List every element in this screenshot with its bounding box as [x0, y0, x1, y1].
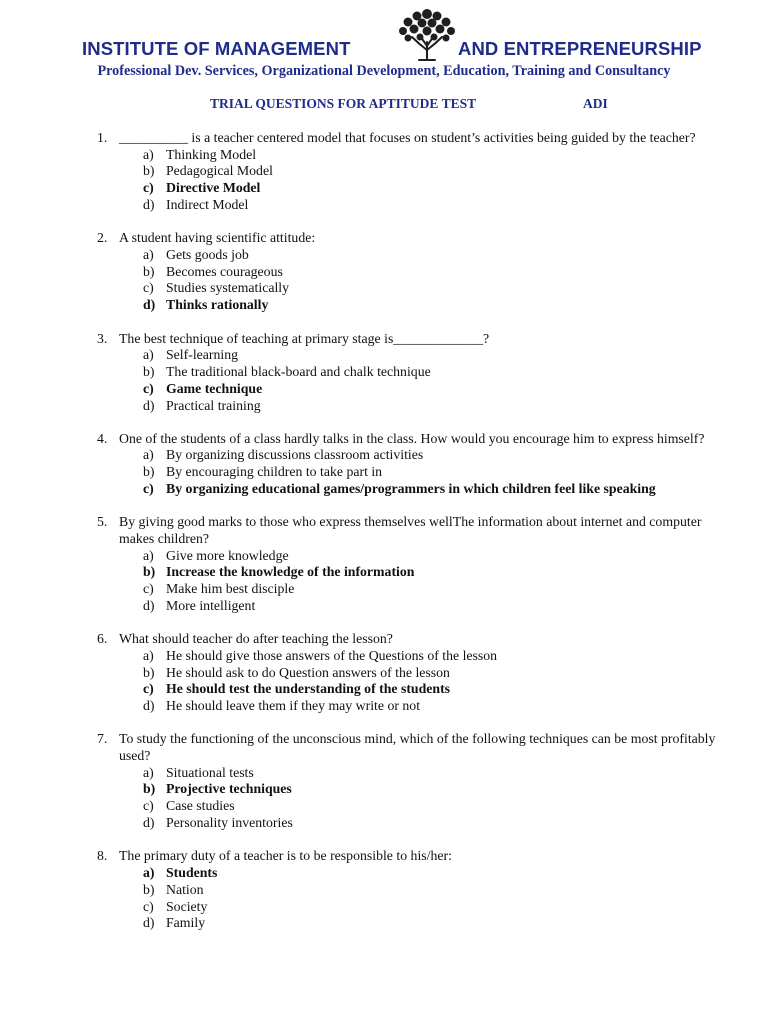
page-title: TRIAL QUESTIONS FOR APTITUDE TEST: [210, 96, 477, 111]
option-letter: b): [143, 781, 156, 797]
option-text: Increase the knowledge of the information: [166, 564, 415, 580]
answer-option: [143, 798, 768, 815]
option-letter: c): [143, 898, 154, 914]
answer-option: [143, 899, 768, 916]
option-letter: a): [143, 647, 154, 663]
option-text: Family: [166, 915, 206, 931]
option-letter: c): [143, 280, 154, 296]
answer-option-correct: [143, 781, 768, 798]
answer-option: [143, 280, 768, 297]
option-text: The traditional black-board and chalk technique: [166, 363, 431, 379]
option-text: Nation: [166, 881, 204, 897]
option-letter: b): [143, 664, 155, 680]
option-text: Students: [166, 864, 218, 880]
answer-option-correct: [143, 180, 768, 197]
option-text: He should give those answers of the Questions of the lesson: [166, 647, 498, 663]
option-letter: b): [143, 881, 155, 897]
option-letter: a): [143, 246, 154, 262]
answer-option: [143, 398, 768, 415]
answer-option-correct: [143, 481, 768, 498]
question-7: [0, 731, 768, 831]
answer-option: [143, 464, 768, 481]
institute-name-right: AND ENTREPRENEURSHIP: [458, 38, 702, 59]
option-text: Society: [166, 898, 208, 914]
question-number: 8.: [97, 848, 108, 864]
question-text: A student having scientific attitude:: [119, 230, 316, 246]
answer-option: [143, 648, 768, 665]
option-text: Practical training: [166, 397, 261, 413]
answer-option: [143, 665, 768, 682]
option-letter: b): [143, 363, 155, 379]
answer-option: [143, 247, 768, 264]
answer-option-correct: [143, 865, 768, 882]
question-text: The primary duty of a teacher is to be responsible to his/her:: [119, 848, 452, 864]
document-header: [0, 0, 768, 88]
option-letter: a): [143, 764, 154, 780]
option-letter: d): [143, 915, 155, 931]
question-5: [0, 514, 768, 614]
option-text: Give more knowledge: [166, 547, 289, 563]
option-letter: c): [143, 581, 154, 597]
option-text: Gets goods job: [166, 246, 249, 262]
answer-option: [143, 163, 768, 180]
option-text: He should ask to do Question answers of the lesson: [166, 664, 450, 680]
option-text: Directive Model: [166, 180, 261, 196]
option-text: By encouraging children to take part in: [166, 464, 383, 480]
question-number: 4.: [97, 430, 108, 446]
option-letter: c): [143, 681, 154, 697]
question-text: __________ is a teacher centered model that focuses on student’s activities being guided by the teacher?: [119, 130, 696, 145]
option-letter: a): [143, 447, 154, 463]
question-number: 6.: [97, 631, 108, 647]
option-letter: b): [143, 464, 155, 480]
answer-option: [143, 264, 768, 281]
option-letter: d): [143, 698, 155, 714]
option-text: He should leave them if they may write or not: [166, 698, 421, 714]
option-letter: a): [143, 864, 155, 880]
option-text: Case studies: [166, 798, 235, 814]
option-text: Studies systematically: [166, 280, 290, 296]
answer-option: [143, 581, 768, 598]
answer-option: [143, 765, 768, 782]
option-letter: c): [143, 180, 154, 196]
option-text: Projective techniques: [166, 781, 292, 797]
answer-option: [143, 915, 768, 932]
question-text: One of the students of a class hardly talks in the class. How would you encourage him to express himself?: [119, 430, 705, 446]
option-letter: d): [143, 815, 155, 831]
question-text: To study the functioning of the unconscious mind, which of the following techniques can be most profitably used?: [119, 731, 716, 764]
option-letter: d): [143, 196, 155, 212]
title-code: ADI: [583, 96, 608, 111]
option-text: He should test the understanding of the students: [166, 681, 451, 697]
answer-option-correct: [143, 297, 768, 314]
answer-option: [143, 598, 768, 615]
answer-option: [143, 197, 768, 214]
option-letter: c): [143, 798, 154, 814]
option-letter: d): [143, 397, 155, 413]
question-3: [0, 331, 768, 415]
option-text: By organizing educational games/programmers in which children feel like speaking: [166, 481, 656, 497]
option-text: Pedagogical Model: [166, 163, 273, 179]
question-number: 1.: [97, 130, 108, 145]
option-letter: d): [143, 597, 155, 613]
answer-option-correct: [143, 381, 768, 398]
option-text: Indirect Model: [166, 196, 249, 212]
option-letter: d): [143, 297, 156, 313]
option-letter: c): [143, 481, 154, 497]
question-1: [0, 130, 768, 214]
question-4: [0, 431, 768, 498]
option-text: Thinks rationally: [166, 297, 269, 313]
answer-option: [143, 147, 768, 164]
answer-option: [143, 364, 768, 381]
option-text: Game technique: [166, 380, 263, 396]
question-text: What should teacher do after teaching the lesson?: [119, 631, 393, 647]
institute-subtitle: Professional Dev. Services, Organizational Development, Education, Training and Consultancy: [97, 63, 671, 79]
answer-option: [143, 882, 768, 899]
question-number: 3.: [97, 330, 108, 346]
answer-option: [143, 548, 768, 565]
option-letter: a): [143, 547, 154, 563]
question-number: 2.: [97, 230, 108, 246]
option-text: Situational tests: [166, 764, 254, 780]
answer-option: [143, 347, 768, 364]
question-number: 5.: [97, 514, 108, 530]
option-letter: a): [143, 347, 154, 363]
answer-option: [143, 815, 768, 832]
question-2: [0, 230, 768, 314]
answer-option-correct: [143, 681, 768, 698]
option-text: Personality inventories: [166, 815, 293, 831]
question-6: [0, 631, 768, 715]
option-text: Becomes courageous: [166, 263, 283, 279]
option-text: More intelligent: [166, 597, 256, 613]
question-list: [0, 130, 768, 949]
question-8: [0, 848, 768, 932]
tree-icon: [395, 6, 459, 62]
question-number: 7.: [97, 731, 108, 747]
answer-option-correct: [143, 564, 768, 581]
option-letter: b): [143, 263, 155, 279]
option-text: Self-learning: [166, 347, 239, 363]
question-text: The best technique of teaching at primary stage is_____________?: [119, 330, 490, 346]
answer-option: [143, 698, 768, 715]
option-letter: b): [143, 564, 156, 580]
option-text: By organizing discussions classroom activities: [166, 447, 424, 463]
option-letter: a): [143, 146, 154, 162]
option-text: Thinking Model: [166, 146, 257, 162]
question-text: By giving good marks to those who express themselves wellThe information about internet and computer makes children?: [119, 514, 702, 546]
answer-option: [143, 447, 768, 464]
institute-name-left: INSTITUTE OF MANAGEMENT: [82, 38, 351, 59]
option-letter: c): [143, 380, 154, 396]
option-letter: b): [143, 163, 155, 179]
option-text: Make him best disciple: [166, 581, 295, 597]
